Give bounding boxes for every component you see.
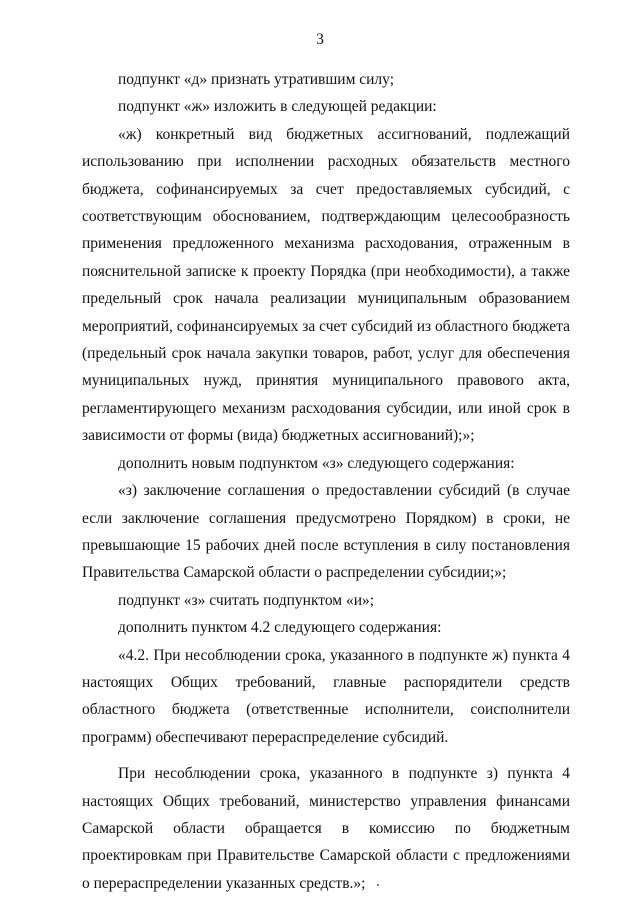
document-body (82, 66, 570, 897)
paragraph-subitem-z-text: «з) заключение соглашения о предоставлении субсидий (в случае если заключение соглашения предусмотрено Порядком) в сроки, не превышающие 15 рабочих дней после вступления в силу постановления Правительства Самарской области о распределении субсидии;»; (82, 482, 570, 582)
paragraph-add-subitem-z: дополнить новым подпунктом «з» следующего содержания: (118, 454, 515, 472)
page-number: 3 (316, 31, 324, 48)
paragraph-add-item-4-2: дополнить пунктом 4.2 следующего содержания: (118, 619, 442, 637)
paragraph-renumber-subitem: подпункт «з» считать подпунктом «и»; (118, 591, 375, 609)
paragraph-strike-subitem-d: подпункт «д» признать утратившим силу; (118, 71, 395, 88)
paragraph-amend-subitem-zh: подпункт «ж» изложить в следующей редакции: (118, 98, 437, 116)
paragraph-item-4-2-continuation: При несоблюдении срока, указанного в подпункте з) пункта 4 настоящих Общих требований, министерство управления финансами Самарской области обращается в комиссию по бюджетным проектировкам при Правительстве Самарской области с предложениями о перераспределении указанных средств.»; (82, 765, 570, 892)
paragraph-subitem-zh-text: «ж) конкретный вид бюджетных ассигнований, подлежащий использованию при исполнении расходных обязательств местного бюджета, софинансируемых за счет предоставляемых субсидий, с соответствующим обоснованием, подтверждающим целесообразность применения предложенного механизма расходования, отраженным в пояснительной записке к проекту Порядка (при необходимости), а также предельный срок начала реализации муниципальным образованием мероприятий, софинансируемых за счет субсидий из областного бюджета (предельный срок начала закупки товаров, работ, услуг для обеспечения муниципальных нужд, принятия муниципального правового акта, регламентирующего механизм расходования субсидии, или иной срок в зависимости от формы (вида) бюджетных ассигнований);»; (82, 125, 570, 445)
paragraph-item-4-2-text: «4.2. При несоблюдении срока, указанного в подпункте ж) пункта 4 настоящих Общих требований, главные распорядители средств областного бюджета (ответственные исполнители, соисполнители программ) обеспечивают перераспределение субсидий. (82, 646, 570, 746)
scan-speck (377, 884, 379, 886)
